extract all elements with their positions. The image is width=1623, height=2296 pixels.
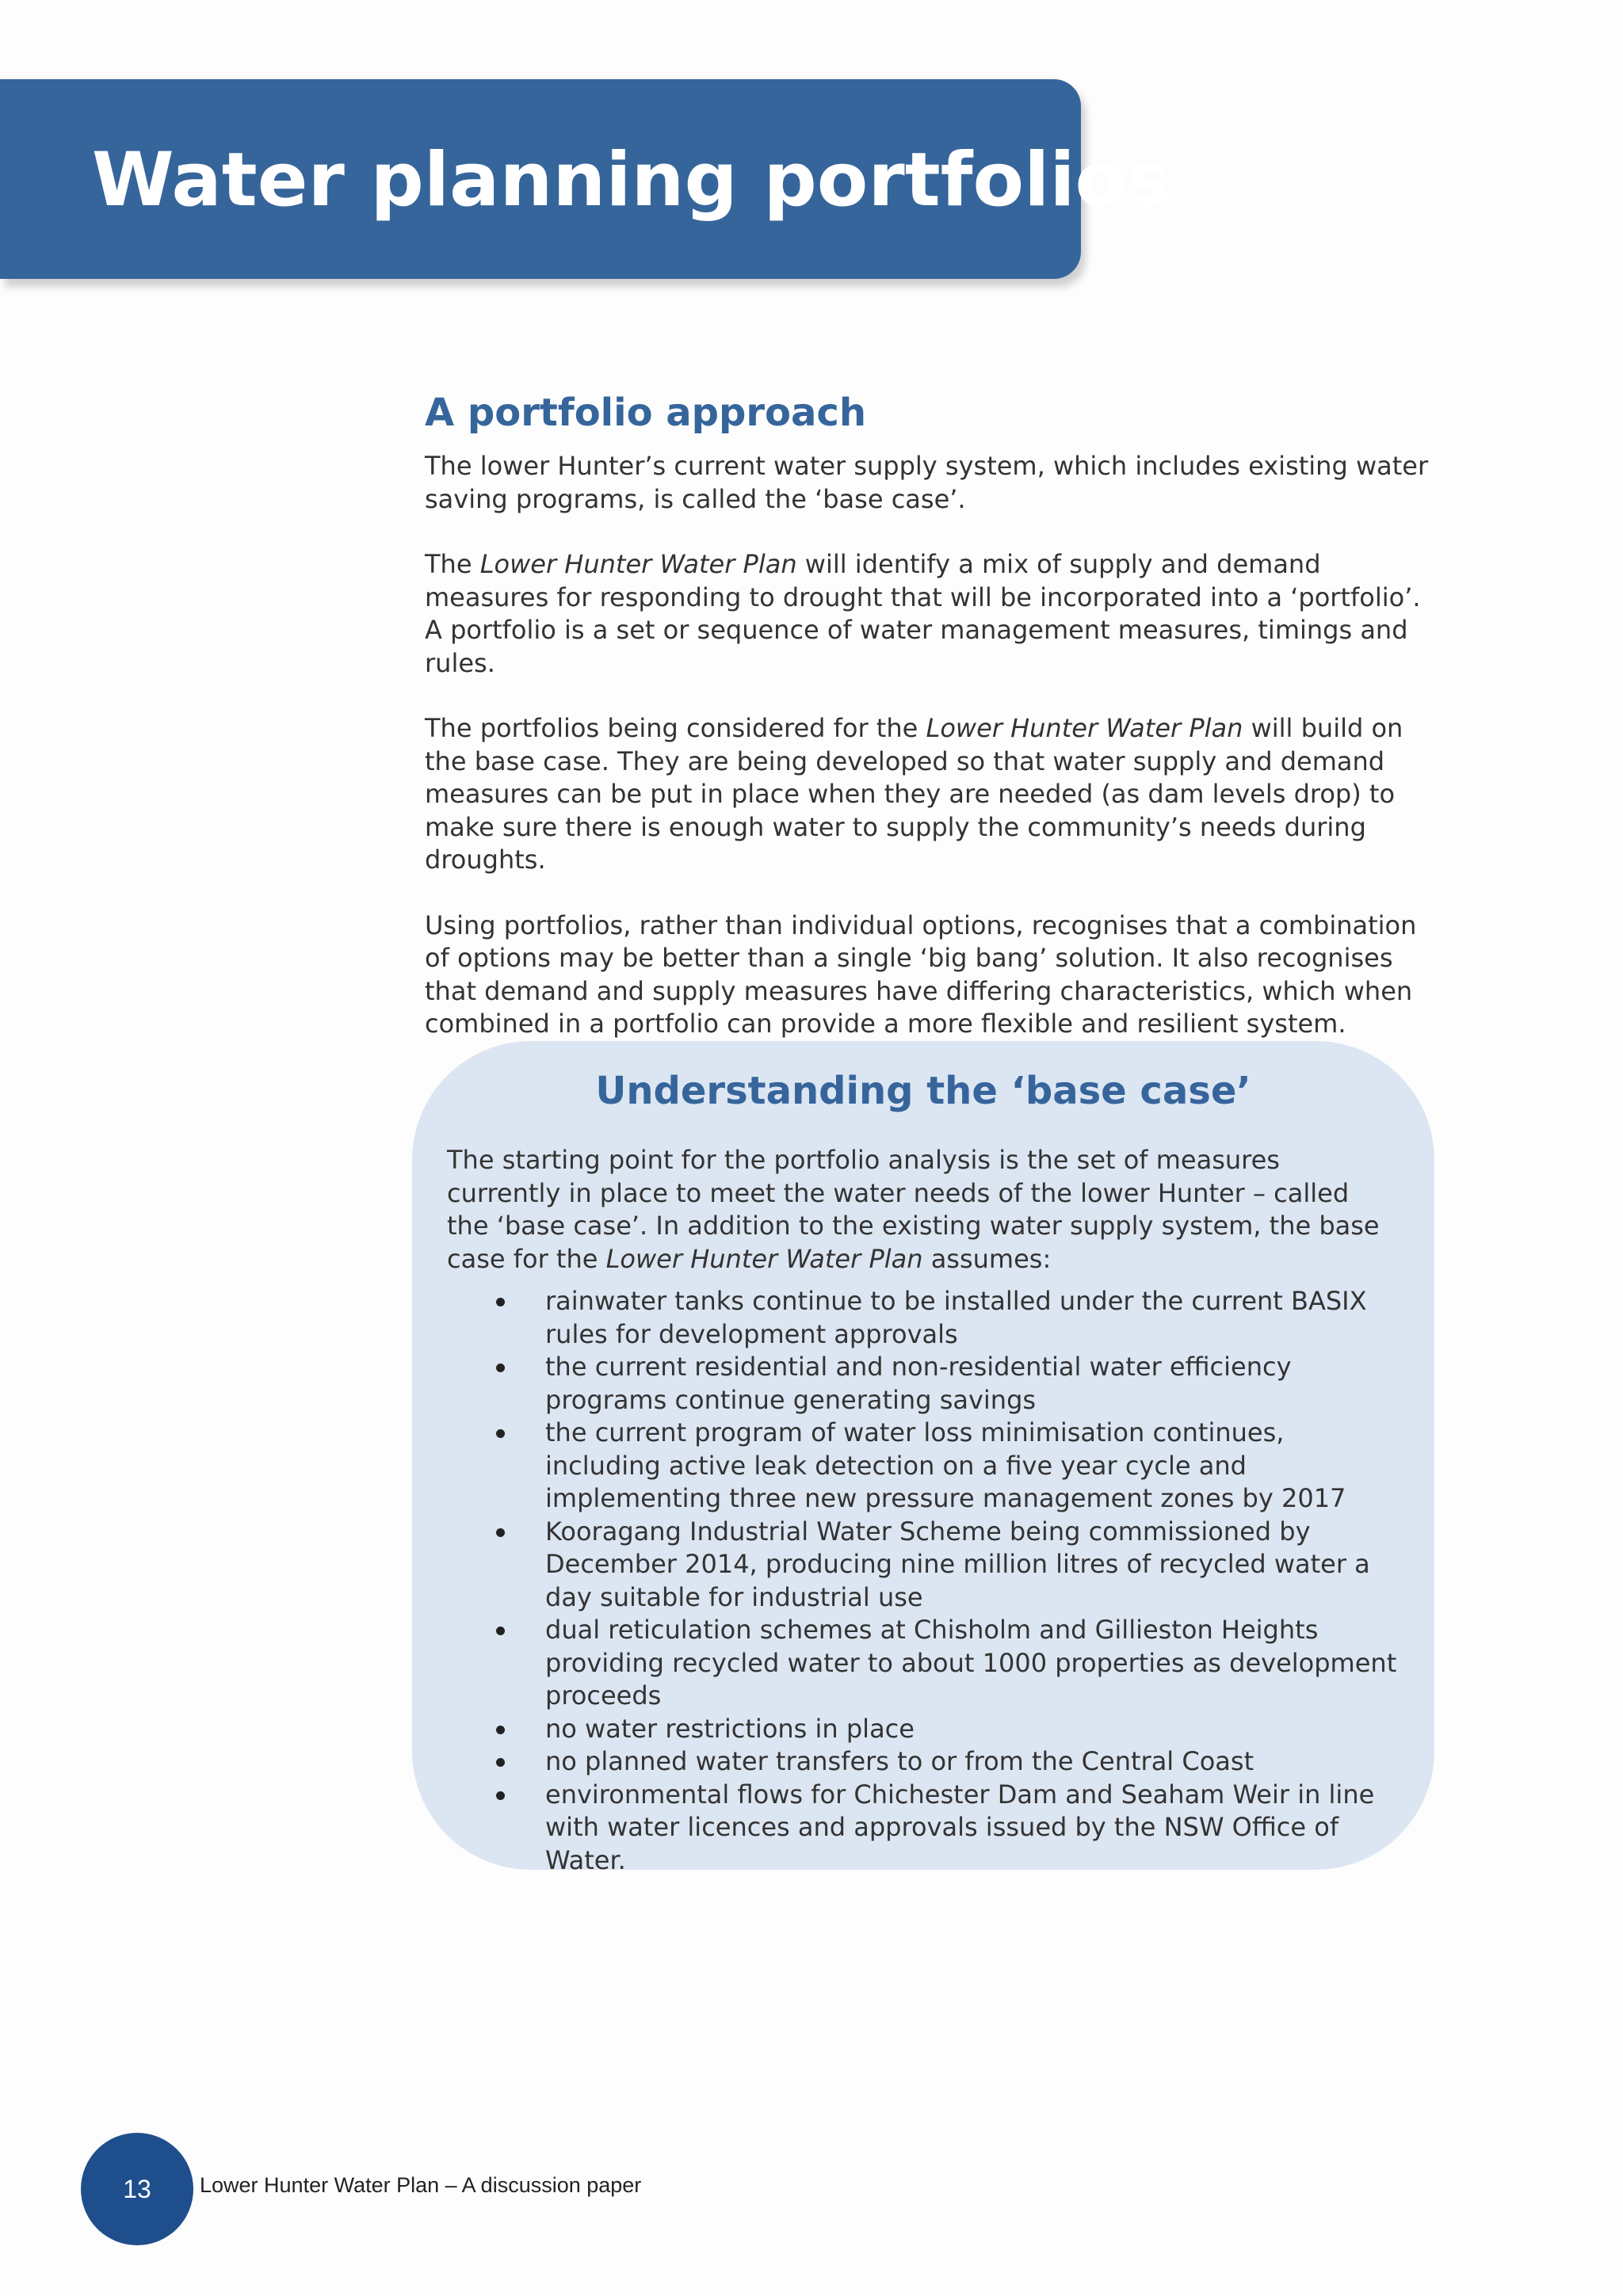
- list-item: [447, 1417, 1406, 1516]
- paragraph-text: will build on the base case. They are being developed so that water supply and demand measures can be put in place when they are needed (as dam levels drop) to make sure there is enough water to supply the community’s needs during droughts.: [425, 713, 1403, 875]
- paragraph-base-case: [425, 450, 1431, 516]
- footer-document-title: Lower Hunter Water Plan – A discussion paper: [200, 2173, 642, 2197]
- plan-title-italic: Lower Hunter Water Plan: [479, 549, 797, 579]
- base-case-bullet-list: [447, 1285, 1406, 1877]
- list-item: [447, 1516, 1406, 1615]
- bullet-icon: [496, 1363, 505, 1372]
- bullet-icon: [496, 1758, 505, 1767]
- base-case-callout: [412, 1041, 1434, 1875]
- paragraph-text: The portfolios being considered for the: [425, 713, 926, 743]
- title-banner: [0, 79, 1171, 279]
- bullet-icon: [496, 1429, 505, 1438]
- page-title: Water planning portfolios: [92, 137, 1171, 223]
- section-heading: A portfolio approach: [425, 391, 867, 435]
- bullet-icon: [496, 1627, 505, 1635]
- page-number: 13: [123, 2175, 151, 2203]
- bullet-icon: [496, 1791, 505, 1800]
- list-item-text: Kooragang Industrial Water Scheme being commissioned by December 2014, producing nine million litres of recycled water a day suitable for industrial use: [545, 1516, 1370, 1612]
- list-item-text: no planned water transfers to or from the Central Coast: [545, 1746, 1254, 1776]
- plan-title-italic: Lower Hunter Water Plan: [605, 1243, 923, 1274]
- list-item: [447, 1745, 1406, 1779]
- paragraph-text: Using portfolios, rather than individual options, recognises that a combination of options may be better than a single ‘big bang’ solution. It also recognises that demand and supply measures have differing characteristics, which when combined in a portfolio can provide a more flexible and resilient system.: [425, 910, 1417, 1039]
- paragraph-portfolios-considered: [425, 712, 1431, 877]
- plan-title-italic: Lower Hunter Water Plan: [926, 713, 1243, 743]
- paragraph-text: will identify a mix of supply and demand measures for responding to drought that will be incorporated into a ‘portfolio’. A portfolio is a set or sequence of water management measures, timings and rules.: [425, 549, 1421, 678]
- bullet-icon: [496, 1726, 505, 1734]
- paragraph-using-portfolios: [425, 910, 1431, 1041]
- intro-text: The starting point for the portfolio analysis is the set of measures currently in place to meet the water needs of the lower Hunter – called the ‘base case’. In addition to the existing water supply system, the base case for the: [447, 1145, 1380, 1274]
- list-item-text: the current program of water loss minimisation continues, including active leak detection on a five year cycle and implementing three new pressure management zones by 2017: [545, 1417, 1346, 1513]
- callout-intro: [447, 1144, 1398, 1276]
- list-item: [447, 1713, 1406, 1746]
- list-item: [447, 1285, 1406, 1351]
- bullet-icon: [496, 1528, 505, 1537]
- list-item-text: the current residential and non-residential water efficiency programs continue generating savings: [545, 1352, 1292, 1415]
- paragraph-plan-mix: [425, 548, 1431, 680]
- list-item-text: dual reticulation schemes at Chisholm and Gillieston Heights providing recycled water to about 1000 properties as development proceeds: [545, 1615, 1397, 1711]
- portfolio-approach-section: [425, 387, 1431, 1074]
- page-number-badge: [81, 2133, 193, 2245]
- paragraph-text: The: [425, 549, 480, 579]
- callout-heading: Understanding the ‘base case’: [595, 1069, 1251, 1113]
- list-item-text: no water restrictions in place: [545, 1713, 915, 1744]
- list-item: [447, 1779, 1406, 1878]
- intro-text: assumes:: [922, 1243, 1052, 1274]
- list-item-text: environmental flows for Chichester Dam and Seaham Weir in line with water licences and approvals issued by the NSW Office of Water.: [545, 1779, 1375, 1875]
- list-item: [447, 1614, 1406, 1713]
- list-item-text: rainwater tanks continue to be installed under the current BASIX rules for development approvals: [545, 1286, 1367, 1349]
- paragraph-text: The lower Hunter’s current water supply system, which includes existing water saving programs, is called the ‘base case’.: [425, 451, 1429, 514]
- bullet-icon: [496, 1298, 505, 1306]
- list-item: [447, 1351, 1406, 1417]
